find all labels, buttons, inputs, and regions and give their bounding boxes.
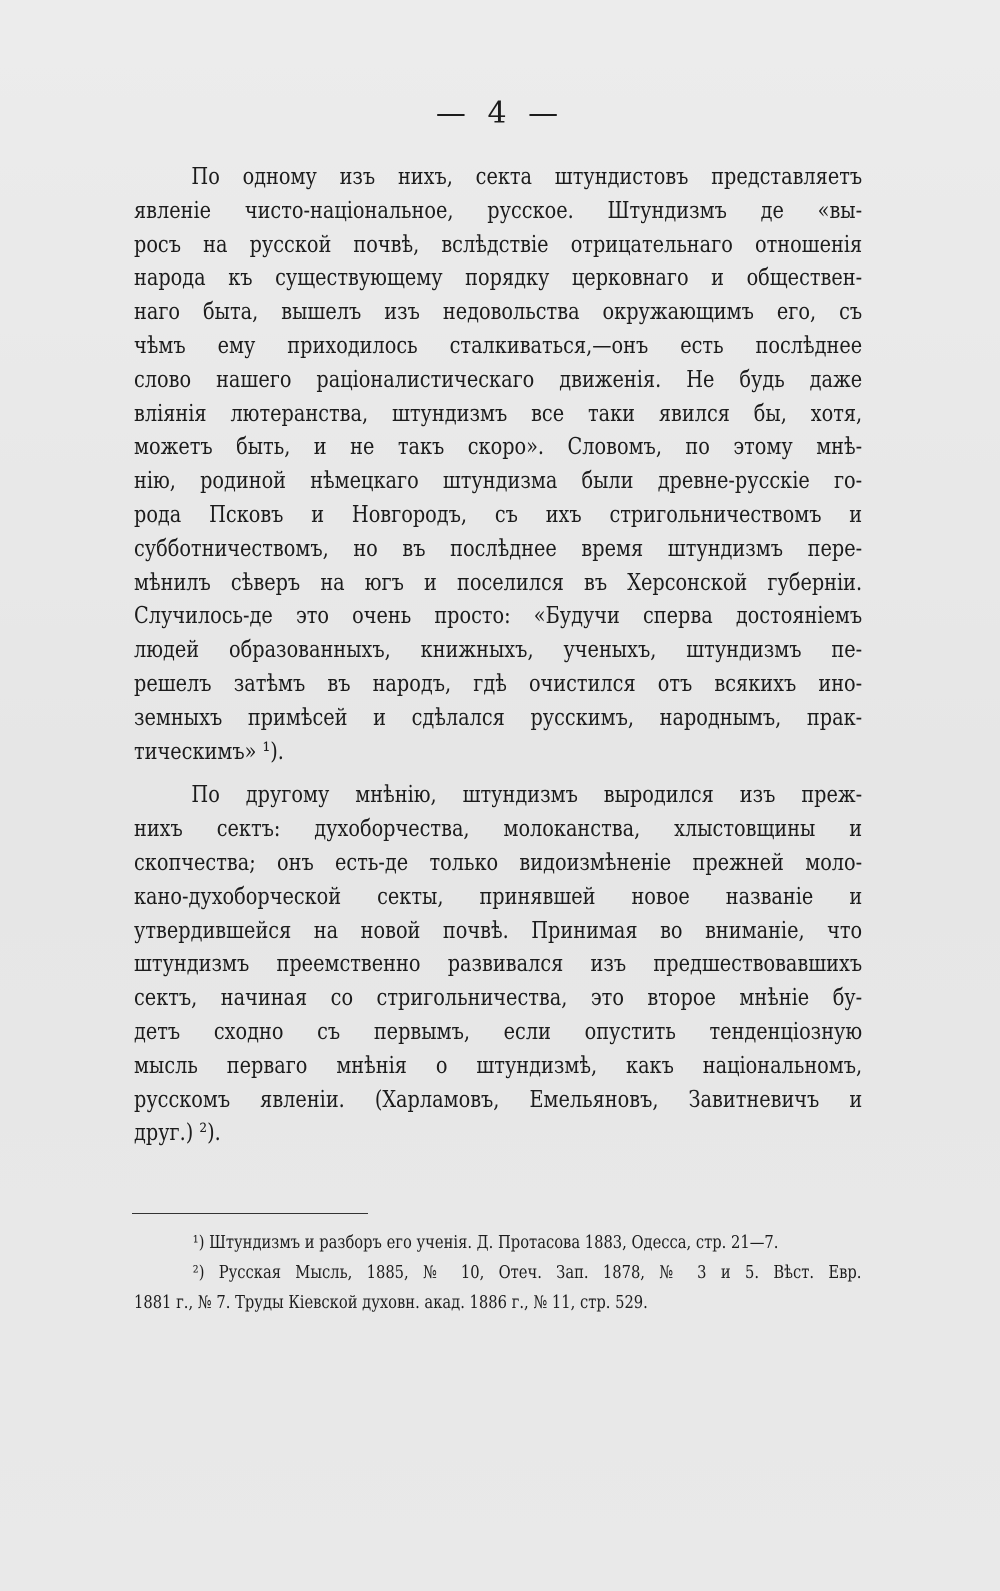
text-line: земныхъ примѣсей и сдѣлался русскимъ, народнымъ, прак- [134,702,863,731]
text-line: мѣнилъ сѣверъ на югъ и поселился въ Херсонской губерніи. [134,567,863,596]
text-line: народа къ существующему порядку церковнаго и обществен- [134,263,863,292]
text-line: скопчества; онъ есть-де только видоизмѣненіе прежней моло- [134,847,863,876]
main-text [134,160,862,1150]
paragraph-1 [134,160,862,768]
text-line: русскомъ явленіи. (Харламовъ, Емельяновъ, Завитневичъ и [134,1084,863,1113]
text-line: Случилось-де это очень просто: «Будучи сперва достояніемъ [134,601,863,630]
text-line: наго быта, вышелъ изъ недовольства окружающимъ его, съ [134,297,863,326]
text-line: штундизмъ преемственно развивался изъ предшествовавшихъ [134,949,863,978]
footnote-divider [132,1213,368,1214]
text-line: можетъ быть, и не такъ скоро». Словомъ, по этому мнѣ- [134,432,863,461]
text-line: нію, родиной нѣмецкаго штундизма были древне-русскіе го- [134,466,863,495]
text-line: вліянія лютеранства, штундизмъ все таки явился бы, хотя, [134,398,863,427]
paragraph-gap [134,768,862,778]
text-line: людей образованныхъ, книжныхъ, ученыхъ, штундизмъ пе- [134,635,863,664]
text-line: По одному изъ нихъ, секта штундистовъ представляетъ [191,162,863,190]
paragraph-2 [134,778,862,1150]
text-line: рода Псковъ и Новгородъ, съ ихъ стригольничествомъ и [134,499,863,528]
page-number: — 4 — [435,96,565,131]
footnote-2-continued: 1881 г., № 7. Труды Кіевской духовн. акад. 1886 г., № 11, стр. 529. [134,1293,648,1313]
text-line: мысль перваго мнѣнія о штундизмѣ, какъ національномъ, [134,1050,863,1079]
footnote-2: ²) Русская Мысль, 1885, № 10, Отеч. Зап. 1878, № 3 и 5. Вѣст. Евр. [192,1263,862,1283]
text-line: чѣмъ ему приходилось сталкиваться,—онъ есть послѣднее [134,330,863,359]
text-line: утвердившейся на новой почвѣ. Принимая во вниманіе, что [134,915,863,944]
text-line: явленіе чисто-національное, русское. Штундизмъ де «вы- [134,195,863,224]
text-line: сектъ, начиная со стригольничества, это второе мнѣніе бу- [134,983,863,1012]
text-line: друг.) ²). [134,1118,221,1147]
text-line: По другому мнѣнію, штундизмъ выродился изъ преж- [191,780,863,809]
footnotes [134,1228,861,1318]
text-line: субботничествомъ, но въ послѣднее время штундизмъ пере- [134,533,863,562]
text-line: нихъ сектъ: духоборчества, молоканства, хлыстовщины и [134,814,863,843]
text-line: решелъ затѣмъ въ народъ, гдѣ очистился отъ всякихъ ино- [134,668,863,697]
footnote-1: ¹) Штундизмъ и разборъ его ученія. Д. Протасова 1883, Одесса, стр. 21—7. [192,1233,779,1253]
text-line: слово нашего раціоналистическаго движенія. Не будь даже [134,364,863,393]
text-line: детъ сходно съ первымъ, если опустить тенденціозную [134,1016,863,1045]
text-line: кано-духоборческой секты, принявшей новое названіе и [134,881,863,910]
text-line: росъ на русской почвѣ, вслѣдствіе отрицательнаго отношенія [134,229,863,258]
text-line: тическимъ» ¹). [134,736,284,765]
